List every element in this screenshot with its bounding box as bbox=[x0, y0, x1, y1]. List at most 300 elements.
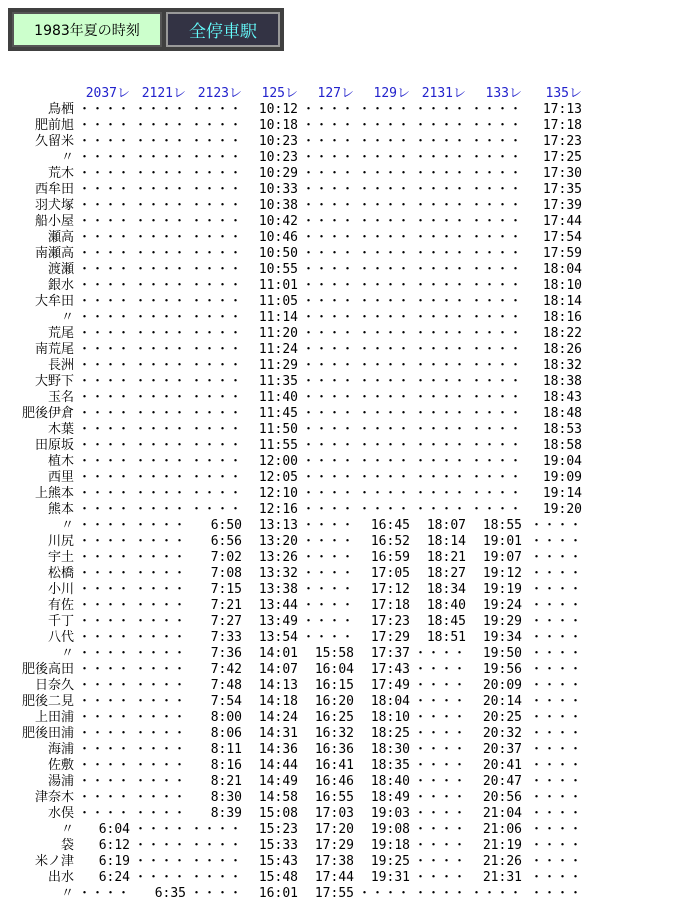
time-cell: ・・・・ bbox=[133, 694, 186, 709]
time-cell: ・・・・ bbox=[189, 838, 242, 853]
table-row bbox=[14, 550, 582, 566]
time-cell: ・・・・ bbox=[189, 118, 242, 133]
table-row bbox=[14, 230, 582, 246]
time-cell: ・・・・ bbox=[469, 182, 522, 197]
time-cell: 17:38 bbox=[314, 854, 354, 869]
time-cell: ・・・・ bbox=[133, 566, 186, 581]
time-cell: 18:45 bbox=[426, 614, 466, 629]
time-cell: ・・・・ bbox=[77, 182, 130, 197]
time-cell: ・・・・ bbox=[413, 454, 466, 469]
time-cell: ・・・・ bbox=[357, 134, 410, 149]
time-cell: 7:48 bbox=[210, 678, 242, 693]
time-cell: ・・・・ bbox=[189, 502, 242, 517]
time-cell: 20:32 bbox=[482, 726, 522, 741]
time-cell: 14:49 bbox=[258, 774, 298, 789]
time-cell: ・・・・ bbox=[189, 326, 242, 341]
table-row bbox=[14, 374, 582, 390]
time-cell: ・・・・ bbox=[77, 406, 130, 421]
time-cell: 6:04 bbox=[98, 822, 130, 837]
time-cell: ・・・・ bbox=[77, 358, 130, 373]
time-cell: ・・・・ bbox=[413, 166, 466, 181]
header bbox=[8, 8, 284, 51]
time-cell: 14:13 bbox=[258, 678, 298, 693]
time-cell: 7:54 bbox=[210, 694, 242, 709]
time-cell: 14:36 bbox=[258, 742, 298, 757]
time-cell: 17:37 bbox=[370, 646, 410, 661]
time-cell: 10:55 bbox=[258, 262, 298, 277]
time-cell: ・・・・ bbox=[357, 278, 410, 293]
time-cell: 21:19 bbox=[482, 838, 522, 853]
time-cell: ・・・・ bbox=[77, 710, 130, 725]
time-cell: ・・・・ bbox=[133, 614, 186, 629]
time-cell: ・・・・ bbox=[529, 566, 582, 581]
time-cell: 19:08 bbox=[370, 822, 410, 837]
train-number: 2037レ bbox=[85, 86, 130, 101]
time-cell: ・・・・ bbox=[413, 758, 466, 773]
time-cell: 17:49 bbox=[370, 678, 410, 693]
time-cell: ・・・・ bbox=[77, 278, 130, 293]
time-cell: ・・・・ bbox=[133, 214, 186, 229]
time-cell: 18:32 bbox=[542, 358, 582, 373]
time-cell: 13:38 bbox=[258, 582, 298, 597]
time-cell: 11:55 bbox=[258, 438, 298, 453]
table-row bbox=[14, 358, 582, 374]
time-cell: ・・・・ bbox=[301, 278, 354, 293]
time-cell: ・・・・ bbox=[413, 854, 466, 869]
time-cell: ・・・・ bbox=[133, 646, 186, 661]
table-row bbox=[14, 646, 582, 662]
table-row bbox=[14, 502, 582, 518]
table-row bbox=[14, 518, 582, 534]
time-cell: ・・・・ bbox=[301, 342, 354, 357]
time-cell: ・・・・ bbox=[301, 358, 354, 373]
time-cell: ・・・・ bbox=[77, 598, 130, 613]
time-cell: ・・・・ bbox=[413, 310, 466, 325]
time-cell: 17:29 bbox=[314, 838, 354, 853]
time-cell: 20:25 bbox=[482, 710, 522, 725]
time-cell: ・・・・ bbox=[133, 470, 186, 485]
time-cell: ・・・・ bbox=[469, 326, 522, 341]
train-header-row bbox=[14, 86, 582, 102]
time-cell: ・・・・ bbox=[413, 822, 466, 837]
time-cell: ・・・・ bbox=[189, 406, 242, 421]
time-cell: ・・・・ bbox=[413, 150, 466, 165]
time-cell: 11:29 bbox=[258, 358, 298, 373]
time-cell: ・・・・ bbox=[413, 342, 466, 357]
station-name: 久留米 bbox=[34, 134, 74, 149]
time-cell: 18:43 bbox=[542, 390, 582, 405]
train-number: 135レ bbox=[545, 86, 582, 101]
time-cell: ・・・・ bbox=[77, 118, 130, 133]
table-row bbox=[14, 342, 582, 358]
time-cell: ・・・・ bbox=[469, 214, 522, 229]
mode-label: 全停車駅 bbox=[166, 12, 280, 47]
station-name: 千丁 bbox=[47, 614, 74, 629]
time-cell: ・・・・ bbox=[133, 438, 186, 453]
time-cell: 16:15 bbox=[314, 678, 354, 693]
time-cell: ・・・・ bbox=[77, 614, 130, 629]
time-cell: 16:01 bbox=[258, 886, 298, 901]
station-name: 上田浦 bbox=[34, 710, 74, 725]
time-cell: ・・・・ bbox=[469, 310, 522, 325]
time-cell: 15:08 bbox=[258, 806, 298, 821]
time-cell: 18:51 bbox=[426, 630, 466, 645]
table-row bbox=[14, 182, 582, 198]
time-cell: ・・・・ bbox=[529, 726, 582, 741]
time-cell: ・・・・ bbox=[413, 790, 466, 805]
time-cell: ・・・・ bbox=[529, 774, 582, 789]
time-cell: ・・・・ bbox=[301, 422, 354, 437]
time-cell: ・・・・ bbox=[413, 774, 466, 789]
time-cell: ・・・・ bbox=[413, 134, 466, 149]
time-cell: 13:13 bbox=[258, 518, 298, 533]
time-cell: ・・・・ bbox=[469, 358, 522, 373]
station-name: 大野下 bbox=[34, 374, 74, 389]
time-cell: 18:53 bbox=[542, 422, 582, 437]
time-cell: 12:05 bbox=[258, 470, 298, 485]
table-row bbox=[14, 262, 582, 278]
time-cell: 18:10 bbox=[370, 710, 410, 725]
time-cell: ・・・・ bbox=[357, 886, 410, 901]
time-cell: ・・・・ bbox=[301, 630, 354, 645]
time-cell: ・・・・ bbox=[529, 758, 582, 773]
time-cell: ・・・・ bbox=[133, 342, 186, 357]
time-cell: ・・・・ bbox=[469, 374, 522, 389]
time-cell: 13:54 bbox=[258, 630, 298, 645]
table-row bbox=[14, 438, 582, 454]
time-cell: ・・・・ bbox=[77, 502, 130, 517]
station-name: 荒尾 bbox=[47, 326, 74, 341]
time-cell: ・・・・ bbox=[133, 534, 186, 549]
time-cell: 12:00 bbox=[258, 454, 298, 469]
station-name: 〃 bbox=[60, 822, 74, 837]
time-cell: 10:42 bbox=[258, 214, 298, 229]
time-cell: ・・・・ bbox=[413, 374, 466, 389]
train-number: 2131レ bbox=[421, 86, 466, 101]
time-cell: 14:18 bbox=[258, 694, 298, 709]
time-cell: ・・・・ bbox=[357, 102, 410, 117]
time-cell: ・・・・ bbox=[189, 422, 242, 437]
time-cell: 11:24 bbox=[258, 342, 298, 357]
time-cell: 11:01 bbox=[258, 278, 298, 293]
time-cell: ・・・・ bbox=[133, 630, 186, 645]
time-cell: ・・・・ bbox=[529, 534, 582, 549]
time-cell: ・・・・ bbox=[133, 582, 186, 597]
time-cell: ・・・・ bbox=[133, 454, 186, 469]
time-cell: ・・・・ bbox=[189, 390, 242, 405]
time-cell: ・・・・ bbox=[77, 262, 130, 277]
time-cell: ・・・・ bbox=[469, 454, 522, 469]
time-cell: 7:33 bbox=[210, 630, 242, 645]
station-name: 大牟田 bbox=[34, 294, 74, 309]
time-cell: ・・・・ bbox=[189, 102, 242, 117]
time-cell: 11:05 bbox=[258, 294, 298, 309]
time-cell: ・・・・ bbox=[189, 262, 242, 277]
station-name: 肥後二見 bbox=[21, 694, 74, 709]
time-cell: 21:26 bbox=[482, 854, 522, 869]
time-cell: ・・・・ bbox=[301, 598, 354, 613]
station-name: 出水 bbox=[47, 870, 74, 885]
table-row bbox=[14, 406, 582, 422]
time-cell: 16:04 bbox=[314, 662, 354, 677]
time-cell: ・・・・ bbox=[133, 726, 186, 741]
time-cell: ・・・・ bbox=[133, 118, 186, 133]
time-cell: ・・・・ bbox=[77, 662, 130, 677]
time-cell: ・・・・ bbox=[133, 870, 186, 885]
time-cell: ・・・・ bbox=[77, 470, 130, 485]
time-cell: 11:14 bbox=[258, 310, 298, 325]
table-row bbox=[14, 614, 582, 630]
time-cell: ・・・・ bbox=[301, 550, 354, 565]
time-cell: ・・・・ bbox=[413, 326, 466, 341]
table-row bbox=[14, 470, 582, 486]
time-cell: ・・・・ bbox=[133, 790, 186, 805]
time-cell: ・・・・ bbox=[413, 406, 466, 421]
time-cell: 19:03 bbox=[370, 806, 410, 821]
station-name: 肥前旭 bbox=[34, 118, 74, 133]
station-name: 肥後伊倉 bbox=[21, 406, 74, 421]
time-cell: ・・・・ bbox=[413, 646, 466, 661]
time-cell: 19:18 bbox=[370, 838, 410, 853]
station-name: 南荒尾 bbox=[34, 342, 74, 357]
time-cell: ・・・・ bbox=[529, 806, 582, 821]
station-name: 肥後田浦 bbox=[21, 726, 74, 741]
time-cell: 20:41 bbox=[482, 758, 522, 773]
time-cell: ・・・・ bbox=[357, 166, 410, 181]
station-name: 田原坂 bbox=[34, 438, 74, 453]
station-name: 鳥栖 bbox=[47, 102, 74, 117]
time-cell: ・・・・ bbox=[77, 726, 130, 741]
time-cell: ・・・・ bbox=[133, 662, 186, 677]
time-cell: 8:30 bbox=[210, 790, 242, 805]
time-cell: ・・・・ bbox=[133, 678, 186, 693]
time-cell: 17:44 bbox=[542, 214, 582, 229]
time-cell: ・・・・ bbox=[301, 518, 354, 533]
time-cell: ・・・・ bbox=[133, 310, 186, 325]
time-cell: ・・・・ bbox=[301, 182, 354, 197]
time-cell: ・・・・ bbox=[529, 582, 582, 597]
time-cell: ・・・・ bbox=[77, 774, 130, 789]
time-cell: 20:37 bbox=[482, 742, 522, 757]
time-cell: 17:05 bbox=[370, 566, 410, 581]
time-cell: ・・・・ bbox=[77, 134, 130, 149]
time-cell: ・・・・ bbox=[357, 214, 410, 229]
time-cell: ・・・・ bbox=[77, 214, 130, 229]
time-cell: 18:14 bbox=[542, 294, 582, 309]
time-cell: ・・・・ bbox=[189, 198, 242, 213]
time-cell: ・・・・ bbox=[133, 710, 186, 725]
time-cell: ・・・・ bbox=[77, 422, 130, 437]
time-cell: ・・・・ bbox=[413, 486, 466, 501]
time-cell: ・・・・ bbox=[189, 470, 242, 485]
time-cell: 21:04 bbox=[482, 806, 522, 821]
table-row bbox=[14, 278, 582, 294]
table-row bbox=[14, 326, 582, 342]
station-name: 西里 bbox=[47, 470, 74, 485]
time-cell: ・・・・ bbox=[77, 454, 130, 469]
time-cell: ・・・・ bbox=[413, 502, 466, 517]
time-cell: 19:24 bbox=[482, 598, 522, 613]
time-cell: ・・・・ bbox=[529, 710, 582, 725]
time-cell: 7:27 bbox=[210, 614, 242, 629]
station-name: 肥後高田 bbox=[21, 662, 74, 677]
time-cell: ・・・・ bbox=[77, 550, 130, 565]
time-cell: 11:40 bbox=[258, 390, 298, 405]
time-cell: ・・・・ bbox=[413, 870, 466, 885]
time-cell: ・・・・ bbox=[77, 742, 130, 757]
time-cell: 14:01 bbox=[258, 646, 298, 661]
time-cell: ・・・・ bbox=[529, 886, 582, 901]
station-name: 〃 bbox=[60, 150, 74, 165]
time-cell: ・・・・ bbox=[301, 214, 354, 229]
time-cell: ・・・・ bbox=[133, 774, 186, 789]
time-cell: ・・・・ bbox=[529, 598, 582, 613]
time-cell: 17:55 bbox=[314, 886, 354, 901]
time-cell: 16:36 bbox=[314, 742, 354, 757]
time-cell: 16:45 bbox=[370, 518, 410, 533]
time-cell: 17:18 bbox=[542, 118, 582, 133]
time-cell: 18:14 bbox=[426, 534, 466, 549]
time-cell: ・・・・ bbox=[189, 854, 242, 869]
table-row bbox=[14, 806, 582, 822]
time-cell: 16:20 bbox=[314, 694, 354, 709]
time-cell: ・・・・ bbox=[529, 742, 582, 757]
time-cell: 19:34 bbox=[482, 630, 522, 645]
time-cell: 15:23 bbox=[258, 822, 298, 837]
time-cell: 17:59 bbox=[542, 246, 582, 261]
time-cell: 7:15 bbox=[210, 582, 242, 597]
time-cell: 17:35 bbox=[542, 182, 582, 197]
time-cell: ・・・・ bbox=[469, 118, 522, 133]
table-row bbox=[14, 454, 582, 470]
time-cell: ・・・・ bbox=[301, 614, 354, 629]
time-cell: 21:06 bbox=[482, 822, 522, 837]
time-cell: 7:08 bbox=[210, 566, 242, 581]
time-cell: ・・・・ bbox=[413, 422, 466, 437]
station-name: 小川 bbox=[47, 582, 74, 597]
table-row bbox=[14, 758, 582, 774]
time-cell: ・・・・ bbox=[301, 486, 354, 501]
time-cell: ・・・・ bbox=[301, 582, 354, 597]
time-cell: ・・・・ bbox=[469, 342, 522, 357]
time-cell: ・・・・ bbox=[133, 230, 186, 245]
time-cell: ・・・・ bbox=[133, 294, 186, 309]
time-cell: ・・・・ bbox=[529, 550, 582, 565]
time-cell: ・・・・ bbox=[357, 198, 410, 213]
time-cell: ・・・・ bbox=[77, 886, 130, 901]
time-cell: 10:46 bbox=[258, 230, 298, 245]
time-cell: 19:56 bbox=[482, 662, 522, 677]
time-cell: 18:16 bbox=[542, 310, 582, 325]
time-cell: 17:18 bbox=[370, 598, 410, 613]
time-cell: ・・・・ bbox=[133, 102, 186, 117]
table-row bbox=[14, 822, 582, 838]
time-cell: ・・・・ bbox=[301, 134, 354, 149]
station-name: 津奈木 bbox=[34, 790, 74, 805]
time-cell: ・・・・ bbox=[189, 870, 242, 885]
time-cell: 6:35 bbox=[154, 886, 186, 901]
time-cell: ・・・・ bbox=[189, 134, 242, 149]
time-cell: 20:47 bbox=[482, 774, 522, 789]
station-name: 川尻 bbox=[47, 534, 74, 549]
time-cell: ・・・・ bbox=[529, 822, 582, 837]
time-cell: ・・・・ bbox=[77, 438, 130, 453]
time-cell: 17:23 bbox=[542, 134, 582, 149]
table-row bbox=[14, 854, 582, 870]
time-cell: ・・・・ bbox=[301, 534, 354, 549]
time-cell: ・・・・ bbox=[189, 886, 242, 901]
time-cell: ・・・・ bbox=[133, 134, 186, 149]
time-cell: 21:31 bbox=[482, 870, 522, 885]
time-cell: 15:58 bbox=[314, 646, 354, 661]
table-row bbox=[14, 742, 582, 758]
table-row bbox=[14, 166, 582, 182]
time-cell: ・・・・ bbox=[133, 550, 186, 565]
time-cell: 10:29 bbox=[258, 166, 298, 181]
time-cell: ・・・・ bbox=[469, 198, 522, 213]
time-cell: 17:25 bbox=[542, 150, 582, 165]
time-cell: ・・・・ bbox=[301, 566, 354, 581]
time-cell: ・・・・ bbox=[189, 310, 242, 325]
time-cell: 19:29 bbox=[482, 614, 522, 629]
time-cell: ・・・・ bbox=[357, 342, 410, 357]
time-cell: 19:25 bbox=[370, 854, 410, 869]
station-name: 上熊本 bbox=[34, 486, 74, 501]
time-cell: ・・・・ bbox=[301, 326, 354, 341]
train-number: 133レ bbox=[485, 86, 522, 101]
time-cell: ・・・・ bbox=[77, 566, 130, 581]
time-cell: ・・・・ bbox=[301, 230, 354, 245]
time-cell: ・・・・ bbox=[189, 438, 242, 453]
time-cell: ・・・・ bbox=[413, 262, 466, 277]
time-cell: ・・・・ bbox=[469, 422, 522, 437]
time-cell: 13:20 bbox=[258, 534, 298, 549]
time-cell: 13:26 bbox=[258, 550, 298, 565]
table-row bbox=[14, 678, 582, 694]
time-cell: ・・・・ bbox=[77, 486, 130, 501]
time-cell: 15:33 bbox=[258, 838, 298, 853]
time-cell: 18:48 bbox=[542, 406, 582, 421]
time-cell: ・・・・ bbox=[357, 294, 410, 309]
time-cell: ・・・・ bbox=[529, 630, 582, 645]
time-cell: ・・・・ bbox=[357, 406, 410, 421]
time-cell: ・・・・ bbox=[133, 278, 186, 293]
station-name: 〃 bbox=[60, 518, 74, 533]
time-cell: ・・・・ bbox=[133, 854, 186, 869]
time-cell: ・・・・ bbox=[413, 886, 466, 901]
time-cell: ・・・・ bbox=[413, 278, 466, 293]
time-cell: ・・・・ bbox=[77, 310, 130, 325]
time-cell: ・・・・ bbox=[77, 230, 130, 245]
time-cell: 19:12 bbox=[482, 566, 522, 581]
time-cell: 17:43 bbox=[370, 662, 410, 677]
time-cell: ・・・・ bbox=[469, 502, 522, 517]
time-cell: 20:56 bbox=[482, 790, 522, 805]
time-cell: 12:10 bbox=[258, 486, 298, 501]
time-cell: ・・・・ bbox=[413, 198, 466, 213]
time-cell: 17:13 bbox=[542, 102, 582, 117]
time-cell: 7:42 bbox=[210, 662, 242, 677]
time-cell: 7:02 bbox=[210, 550, 242, 565]
time-cell: ・・・・ bbox=[77, 294, 130, 309]
time-cell: ・・・・ bbox=[301, 310, 354, 325]
time-cell: ・・・・ bbox=[469, 390, 522, 405]
time-cell: ・・・・ bbox=[357, 438, 410, 453]
table-row bbox=[14, 150, 582, 166]
station-name: 長洲 bbox=[47, 358, 74, 373]
time-cell: ・・・・ bbox=[413, 742, 466, 757]
time-cell: ・・・・ bbox=[189, 486, 242, 501]
